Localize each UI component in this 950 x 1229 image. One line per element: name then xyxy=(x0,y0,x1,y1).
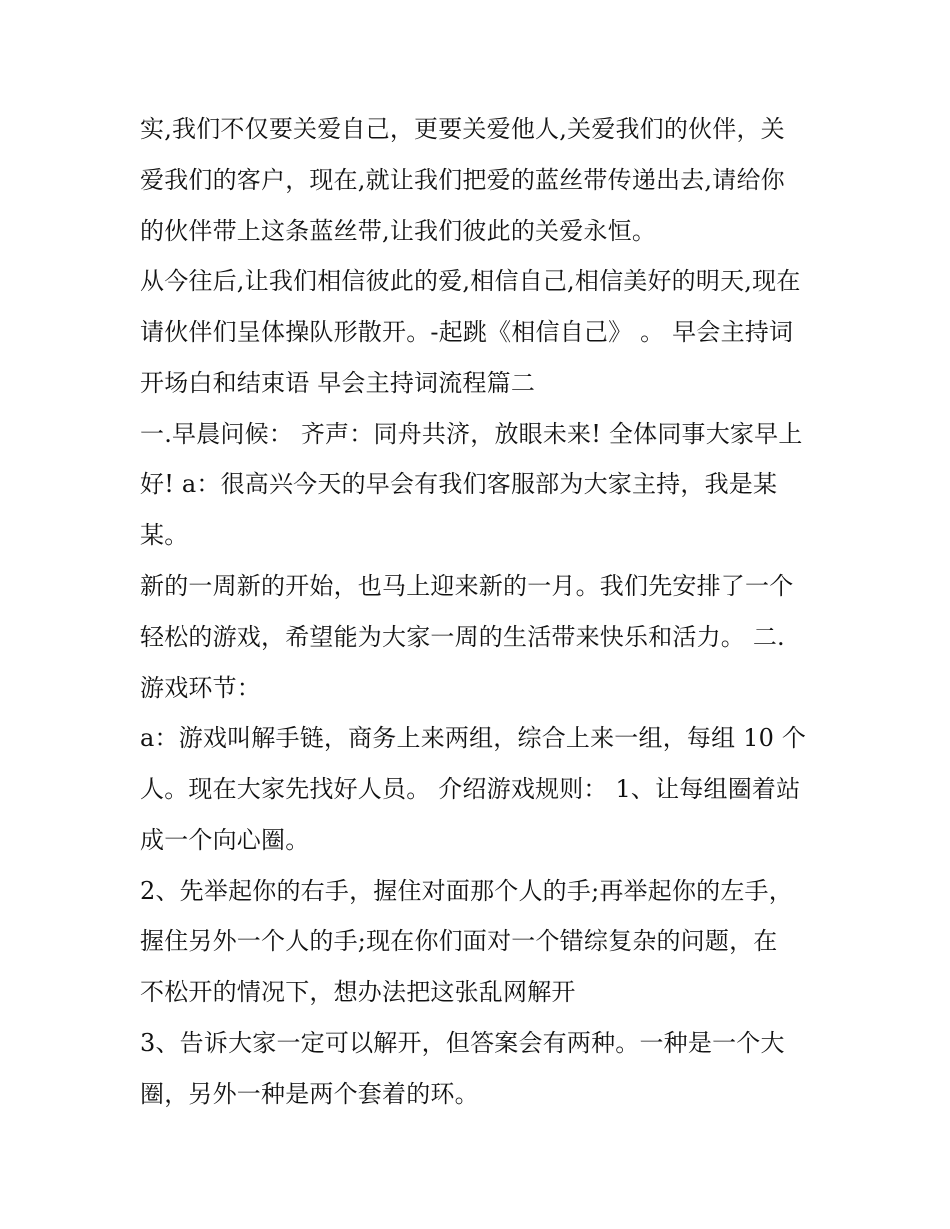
text-line: 人。现在大家先找好人员。 介绍游戏规则： 1、让每组圈着站 xyxy=(140,775,801,803)
text-line: 成一个向心圈。 xyxy=(140,826,310,854)
text-line: 游戏环节： xyxy=(140,674,261,702)
text-line: 不松开的情况下，想办法把这张乱网解开 xyxy=(140,978,576,1006)
text-line: 从今往后,让我们相信彼此的爱,相信自己,相信美好的明天,现在 xyxy=(140,267,801,295)
text-line: 实,我们不仅要关爱自己，更要关爱他人,关爱我们的伙伴，关 xyxy=(140,115,785,143)
text-line: a：游戏叫解手链，商务上来两组，综合上来一组，每组 10 个 xyxy=(140,724,807,752)
text-line: 2、先举起你的右手，握住对面那个人的手;再举起你的左手， xyxy=(140,877,793,905)
text-line: 圈，另外一种是两个套着的环。 xyxy=(140,1080,479,1108)
text-line: 握住另外一个人的手;现在你们面对一个错综复杂的问题，在 xyxy=(140,927,778,955)
text-line: 3、告诉大家一定可以解开，但答案会有两种。一种是一个大 xyxy=(140,1029,785,1057)
text-line: 轻松的游戏，希望能为大家一周的生活带来快乐和活力。 二. xyxy=(140,623,785,651)
text-line: 好! a：很高兴今天的早会有我们客服部为大家主持，我是某 xyxy=(140,470,778,498)
text-line: 开场白和结束语 早会主持词流程篇二 xyxy=(140,369,536,397)
text-line: 请伙伴们呈体操队形散开。-起跳《相信自己》 。 早会主持词 xyxy=(140,318,794,346)
text-line: 新的一周新的开始，也马上迎来新的一月。我们先安排了一个 xyxy=(140,572,794,600)
text-line: 爱我们的客户，现在,就让我们把爱的蓝丝带传递出去,请给你 xyxy=(140,166,785,194)
text-line: 一.早晨问候： 齐声：同舟共济，放眼未来! 全体同事大家早上 xyxy=(140,420,803,448)
text-line: 的伙伴带上这条蓝丝带,让我们彼此的关爱永恒。 xyxy=(140,217,657,245)
text-line: 某。 xyxy=(140,521,189,549)
